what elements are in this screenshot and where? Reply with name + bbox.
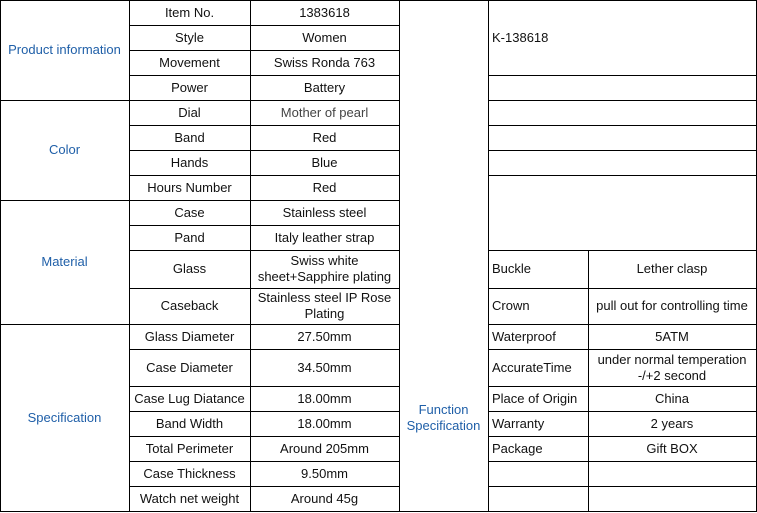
label-case: Case xyxy=(174,204,205,220)
group-function-specification: Function Specification xyxy=(406,401,481,433)
value-style: Women xyxy=(302,29,347,45)
label-package: Package xyxy=(492,440,543,456)
label-movement: Movement xyxy=(159,54,220,70)
value-dial: Mother of pearl xyxy=(280,104,369,120)
group-specification: Specification xyxy=(27,409,102,425)
value-waterproof: 5ATM xyxy=(655,328,689,344)
value-glass xyxy=(250,250,399,288)
label-item-no: Item No. xyxy=(164,4,215,20)
label-accurate-time: AccurateTime xyxy=(492,359,572,375)
value-hands: Blue xyxy=(311,154,338,170)
value-glass-line2: sheet+Sapphire plating xyxy=(257,269,392,284)
label-dial: Dial xyxy=(178,104,201,120)
value-caseback-line1: Stainless steel IP Rose xyxy=(257,290,392,305)
value-movement: Swiss Ronda 763 xyxy=(273,54,376,70)
value-buckle: Lether clasp xyxy=(636,261,708,276)
label-case-lug-distance: Case Lug Diatance xyxy=(134,390,245,406)
value-case-lug-distance: 18.00mm xyxy=(297,390,352,406)
label-glass: Glass xyxy=(172,261,207,276)
value-band: Red xyxy=(312,129,337,145)
value-item-no: 1383618 xyxy=(299,4,350,20)
label-band-width: Band Width xyxy=(155,415,224,431)
label-glass-diameter: Glass Diameter xyxy=(144,328,235,344)
value-glass-diameter: 27.50mm xyxy=(297,328,352,344)
value-case: Stainless steel xyxy=(282,204,367,220)
label-waterproof: Waterproof xyxy=(492,328,556,344)
value-caseback xyxy=(250,288,399,324)
group-material: Material xyxy=(41,254,88,269)
label-case-diameter: Case Diameter xyxy=(146,359,233,375)
value-band-width: 18.00mm xyxy=(297,415,352,431)
value-total-perimeter: Around 205mm xyxy=(280,440,369,456)
label-total-perimeter: Total Perimeter xyxy=(145,440,234,456)
value-crown: pull out for controlling time xyxy=(596,298,748,313)
label-warranty: Warranty xyxy=(492,415,545,431)
model-code: K-138618 xyxy=(492,29,549,45)
value-place-of-origin: China xyxy=(655,390,689,406)
group-color: Color xyxy=(48,142,81,157)
value-power: Battery xyxy=(303,79,346,95)
value-warranty: 2 years xyxy=(650,415,694,431)
value-case-thickness: 9.50mm xyxy=(301,465,348,481)
value-case-diameter: 34.50mm xyxy=(297,359,352,375)
label-crown: Crown xyxy=(492,298,530,313)
label-band: Band xyxy=(174,129,205,145)
value-accurate-time-line1: under normal temperation xyxy=(597,351,747,367)
value-caseback-line2: Plating xyxy=(304,306,345,321)
label-buckle: Buckle xyxy=(492,261,532,276)
label-pand: Pand xyxy=(174,229,205,245)
label-hands: Hands xyxy=(170,154,209,170)
label-power: Power xyxy=(171,79,208,95)
value-glass-line1: Swiss white xyxy=(290,253,359,268)
value-package: Gift BOX xyxy=(646,440,698,456)
label-case-thickness: Case Thickness xyxy=(143,465,236,481)
label-place-of-origin: Place of Origin xyxy=(492,390,578,406)
label-hours-number: Hours Number xyxy=(147,179,232,195)
label-caseback: Caseback xyxy=(160,298,219,313)
value-accurate-time-line2: -/+2 second xyxy=(637,367,707,383)
value-watch-net-weight: Around 45g xyxy=(290,490,359,506)
label-style: Style xyxy=(175,29,204,45)
label-watch-net-weight: Watch net weight xyxy=(139,490,240,506)
value-pand: Italy leather strap xyxy=(274,229,375,245)
value-hours-number: Red xyxy=(312,179,337,195)
value-accurate-time xyxy=(588,349,756,386)
group-product-information: Product information xyxy=(8,42,121,57)
